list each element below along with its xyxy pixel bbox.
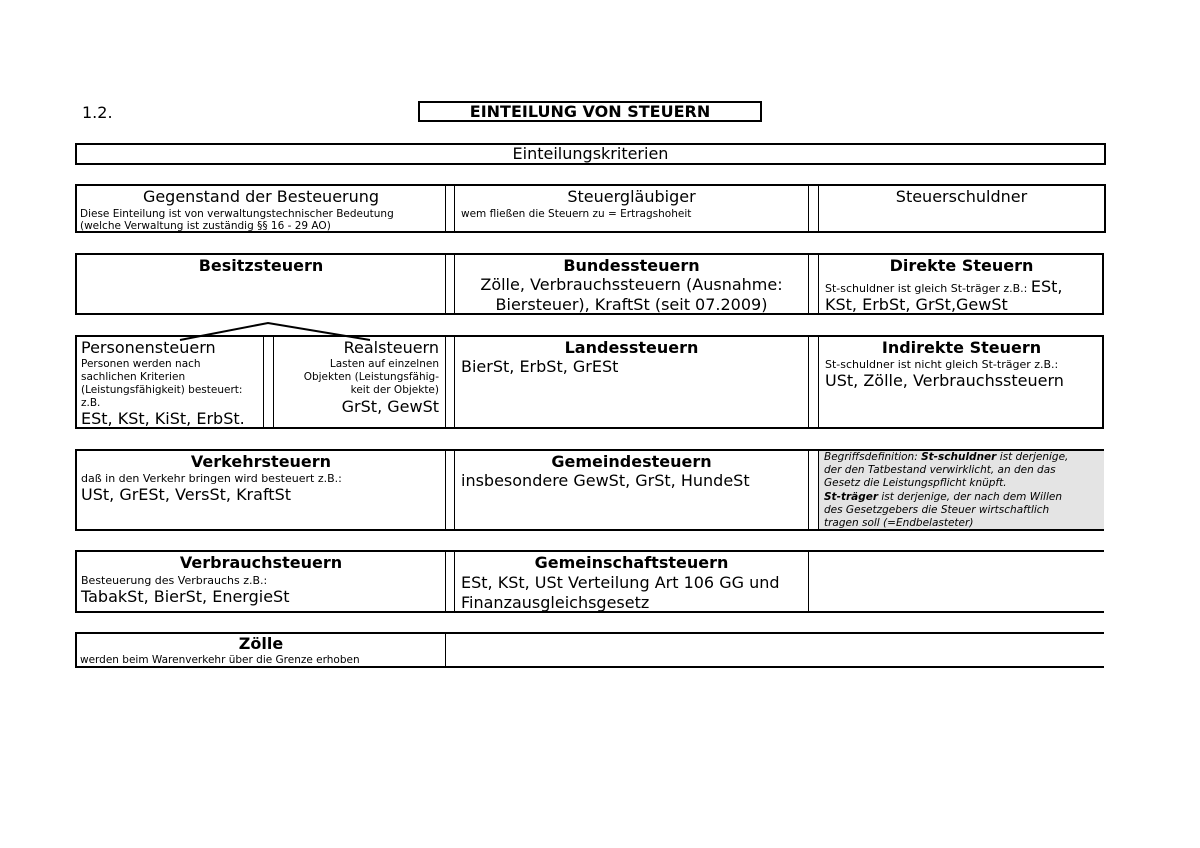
row-verkehr-gemeinde-definition (75, 449, 1104, 531)
personensteuern-note-1: Personen werden nach (81, 358, 201, 370)
direkte-steuern-heading: Direkte Steuern (889, 256, 1034, 275)
definition-text: Begriffsdefinition: St-schuldner ist derjenige, der den Tatbestand verwirklicht, an den das Gesetz die Leistungspflicht knüpft. St-träger ist derjenige, der nach dem Willen des Gesetzgebers die Steuer wirtschaftlich tragen soll (=Endbelasteter) (824, 451, 1069, 530)
criteria-subject-note-2: (welche Verwaltung ist zuständig §§ 16 - 29 AO) (80, 220, 331, 232)
direkte-steuern-note: St-schuldner ist gleich St-träger z.B.: ESt, (825, 277, 1063, 296)
section-number: 1.2. (82, 103, 113, 122)
gemeinschaftsteuern-heading: Gemeinschaftsteuern (534, 553, 729, 572)
realsteuern-note-1: Lasten auf einzelnen (329, 358, 439, 370)
verkehrsteuern-note: daß in den Verkehr bringen wird besteuert z.B.: (81, 472, 342, 485)
direkte-steuern-examples: KSt, ErbSt, GrSt,GewSt (825, 295, 1008, 314)
bundessteuern-line-2: Biersteuer), KraftSt (seit 07.2009) (495, 295, 768, 314)
landessteuern-examples: BierSt, ErbSt, GrESt (461, 357, 619, 376)
landessteuern-heading: Landessteuern (564, 338, 699, 357)
criteria-header: Einteilungskriterien (75, 143, 1106, 165)
gemeinschaftsteuern-line-1: ESt, KSt, USt Verteilung Art 106 GG und (461, 573, 780, 592)
realsteuern-examples: GrSt, GewSt (341, 397, 439, 416)
verkehrsteuern-heading: Verkehrsteuern (190, 452, 332, 471)
personensteuern-note-2: sachlichen Kriterien (81, 371, 186, 383)
bundessteuern-heading: Bundessteuern (563, 256, 700, 275)
personensteuern-note-4: z.B. (81, 397, 101, 409)
verbrauchsteuern-note: Besteuerung des Verbrauchs z.B.: (81, 574, 268, 587)
gemeindesteuern-heading: Gemeindesteuern (551, 452, 712, 471)
criteria-debtor-heading: Steuerschuldner (895, 187, 1028, 206)
row-besitz-bund-direkt (75, 253, 1104, 315)
row-zoelle (75, 632, 1104, 668)
personensteuern-note-3: (Leistungsfähigkeit) besteuert: (81, 384, 243, 396)
verbrauchsteuern-examples: TabakSt, BierSt, EnergieSt (81, 587, 290, 606)
zoelle-note: werden beim Warenverkehr über die Grenze erhoben (80, 654, 360, 666)
realsteuern-note-3: keit der Objekte) (350, 384, 439, 396)
criteria-creditor-heading: Steuergläubiger (567, 187, 696, 206)
indirekte-steuern-heading: Indirekte Steuern (881, 338, 1042, 357)
row-personen-real-land-indirekt (75, 335, 1104, 429)
criteria-row (75, 184, 1106, 233)
personensteuern-heading: Personensteuern (81, 338, 216, 357)
gemeindesteuern-examples: insbesondere GewSt, GrSt, HundeSt (461, 471, 750, 490)
verbrauchsteuern-heading: Verbrauchsteuern (179, 553, 343, 572)
realsteuern-note-2: Objekten (Leistungsfähig- (303, 371, 439, 383)
zoelle-heading: Zölle (238, 634, 284, 653)
row-verbrauch-gemeinschaft (75, 550, 1104, 613)
indirekte-steuern-examples: USt, Zölle, Verbrauchssteuern (825, 371, 1064, 390)
gemeinschaftsteuern-line-2: Finanzausgleichsgesetz (461, 593, 650, 612)
indirekte-steuern-note: St-schuldner ist nicht gleich St-träger z.B.: (825, 358, 1059, 371)
bundessteuern-line-1: Zölle, Verbrauchssteuern (Ausnahme: (480, 275, 783, 294)
realsteuern-heading: Realsteuern (343, 338, 439, 357)
page-title: EINTEILUNG VON STEUERN (418, 101, 762, 122)
criteria-creditor-note: wem fließen die Steuern zu = Ertragshoheit (461, 208, 692, 220)
personensteuern-examples: ESt, KSt, KiSt, ErbSt. (81, 409, 245, 428)
besitzsteuern-heading: Besitzsteuern (198, 256, 324, 275)
criteria-subject-heading: Gegenstand der Besteuerung (142, 187, 380, 206)
verkehrsteuern-examples: USt, GrESt, VersSt, KraftSt (81, 485, 291, 504)
criteria-subject-note-1: Diese Einteilung ist von verwaltungstechnischer Bedeutung (80, 208, 394, 220)
